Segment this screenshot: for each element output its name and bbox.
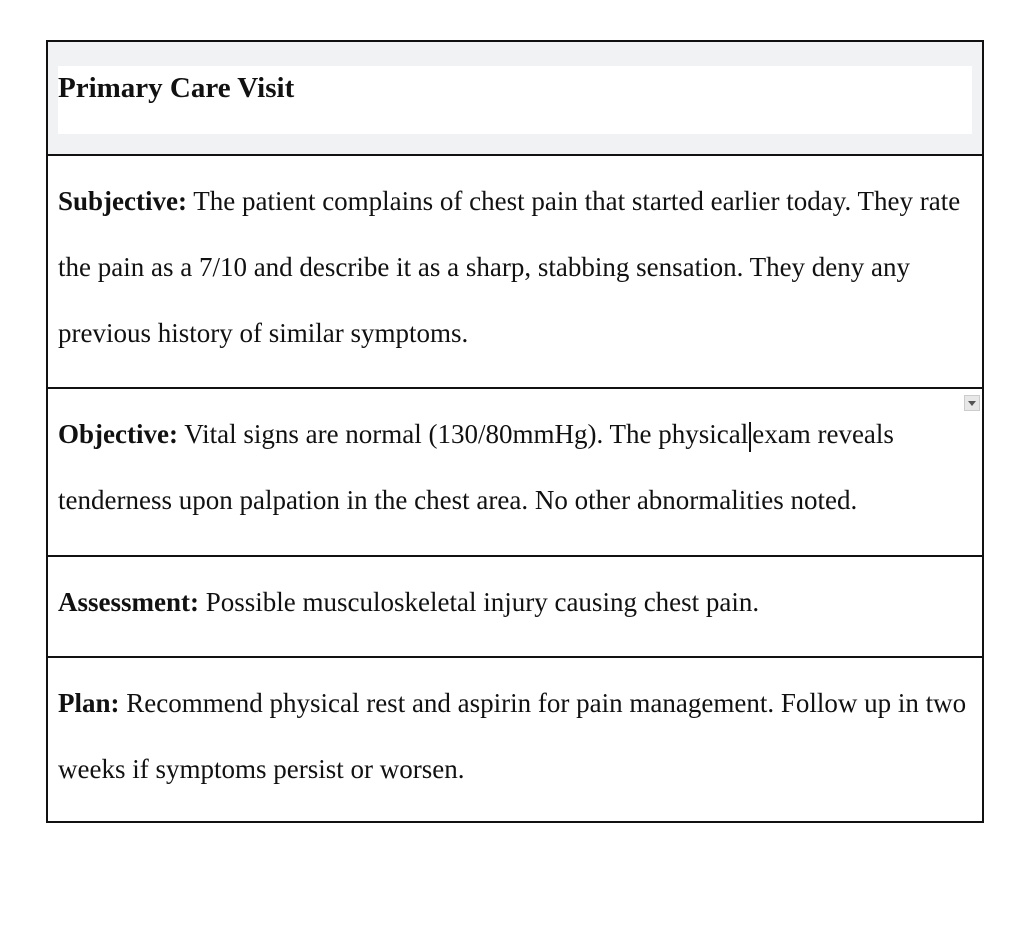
objective-text-b: exam reveals tenderness upon palpation in the chest area. No other abnormalities noted. [58,419,894,515]
assessment-text: Possible musculoskeletal injury causing chest pain. [199,587,760,617]
chevron-down-icon[interactable] [964,395,980,411]
title-field[interactable] [58,66,972,134]
header-row [48,42,982,154]
plan-label: Plan: [58,688,120,718]
page-title: Primary Care Visit [58,72,295,104]
plan-text: Recommend physical rest and aspirin for pain management. Follow up in two weeks if symptoms persist or worsen. [58,688,967,784]
objective-text-a: Vital signs are normal (130/80mmHg). The physical [177,419,749,449]
subjective-label: Subjective: [58,186,187,216]
subjective-text: The patient complains of chest pain that started earlier today. They rate the pain as a 7/10 and describe it as a sharp, stabbing sensation. They deny any previous history of similar symptoms. [58,186,961,348]
text-cursor [749,422,751,452]
objective-row[interactable] [48,387,982,555]
assessment-row[interactable] [48,555,982,656]
soap-note-table [46,40,984,823]
assessment-label: Assessment: [58,587,199,617]
objective-label: Objective: [58,419,178,449]
subjective-row[interactable] [48,154,982,387]
plan-row[interactable] [48,656,982,821]
